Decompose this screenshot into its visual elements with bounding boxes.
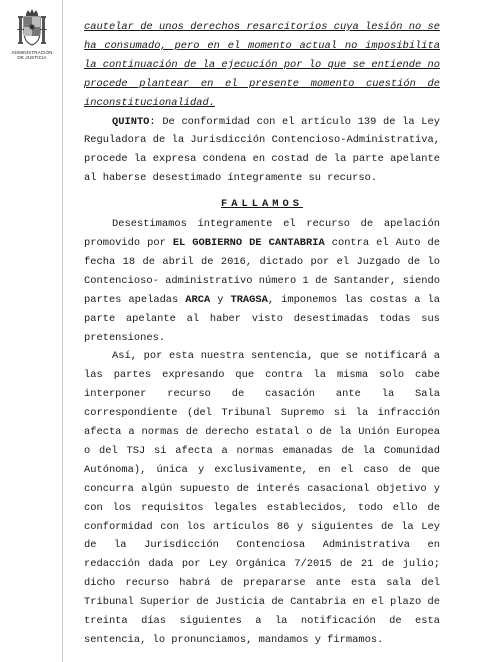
paragraph-ruling — [84, 215, 440, 347]
paragraph-quinto-text: De conformidad con el artículo 139 de la Ley Reguladora de la Jurisdicción Contencioso-Administrativa, procede la expresa condena en costad de la parte apelante al haberse desestimado íntegramente su recurso. — [84, 115, 440, 185]
paragraph-closing: Así, por esta nuestra sentencia, que se notificará a las partes expresando que contra la misma solo cabe interponer recurso de casación ante la Sala correspondiente (del Tribunal Supremo si la infracción afecta a normas de derecho estatal o de la Unión Europea o del TSJ si afecta a normas emanadas de la Comunidad Autónoma), única y exclusivamente, en el caso de que concurra algún supuesto de interés casacional objetivo y con los requisitos legales establecidos, todo ello de conformidad con los artículos 86 y siguientes de la Ley de la Jurisdicción Contenciosa Administrativa en redacción dada por Ley Orgánica 7/2015 de 21 de julio; dicho recurso habrá de prepararse ante esta sala del Tribunal Superior de Justicia de Cantabria en el plazo de treinta días siguientes a la notificación de esta sentencia, lo pronunciamos, mandamos y firmamos. — [84, 350, 440, 646]
coat-of-arms-logo — [10, 8, 54, 61]
ruling-text-g: , imponemos las costas a la parte apelante al haber visto desestimadas todas sus pretensiones. — [84, 293, 440, 344]
ruling-text-e: y — [210, 293, 231, 306]
section-label-quinto: QUINTO — [112, 115, 150, 128]
logo-caption-line2: DE JUSTICIA — [17, 55, 47, 61]
logo-caption — [10, 50, 54, 61]
document-body — [84, 18, 440, 650]
section-heading-fallamos: FALLAMOS — [221, 198, 303, 211]
paragraph-quinto — [84, 113, 440, 189]
party-tragsa: TRAGSA — [230, 293, 268, 306]
party-appellant: EL GOBIERNO DE CANTABRIA — [172, 236, 325, 249]
party-arca: ARCA — [185, 293, 211, 306]
logo-caption-line1: ADMINISTRACIÓN — [11, 50, 53, 55]
ruling-text-c: contra el Auto de fecha 18 de abril de 2016, dictado por el Juzgado de lo Contencioso- administrativo número 1 de Santander, siendo partes apeladas — [84, 236, 440, 306]
coat-of-arms-icon — [17, 8, 47, 48]
section-label-colon: : — [149, 115, 156, 128]
ruling-text-a: Desestimamos íntegramente el recurso de apelación promovido por — [84, 218, 440, 249]
paragraph-continuation: cautelar de unos derechos resarcitorios cuya lesión no se ha consumado, pero en el momento actual no imposibilita la continuación de la ejecución por lo que se entiende no procede plantear en el presente momento cuestión de inconstitucionalidad. — [84, 21, 440, 109]
margin-rule — [62, 0, 63, 662]
